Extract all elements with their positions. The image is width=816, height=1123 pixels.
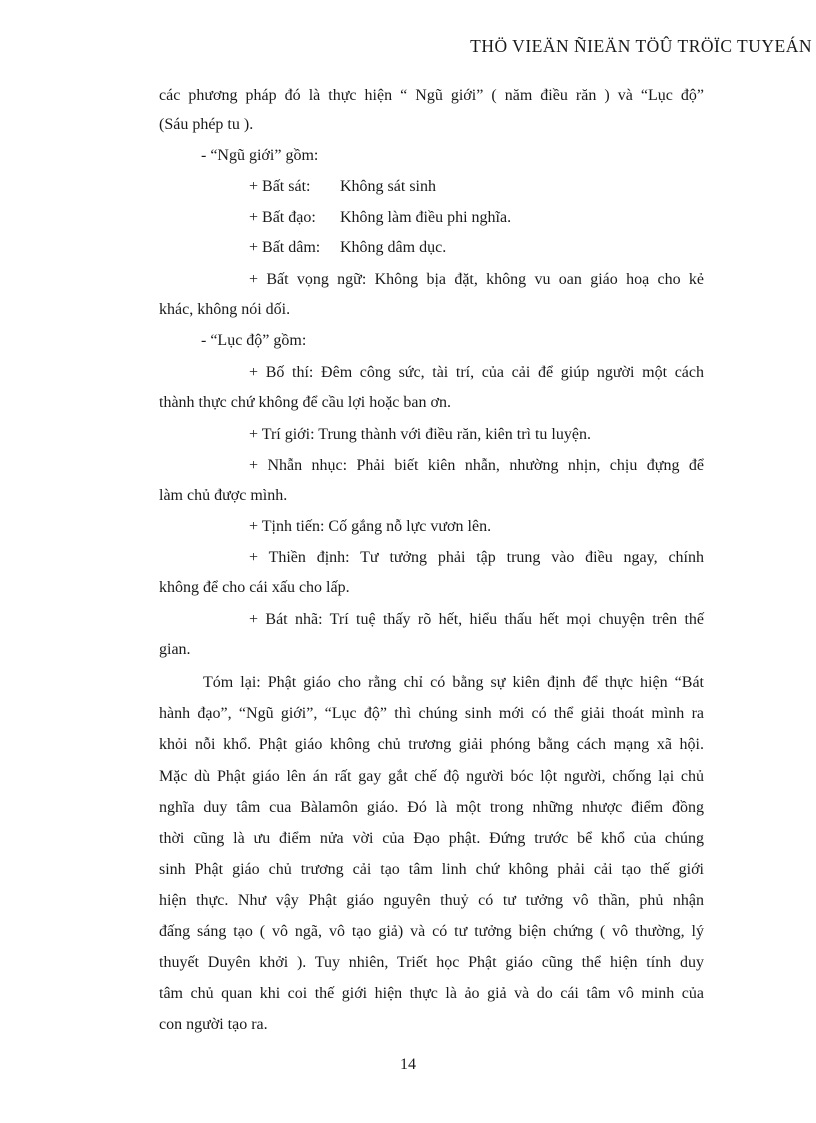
page-number: 14 xyxy=(400,1056,416,1073)
ngu-gioi-item xyxy=(249,208,511,228)
nhan-nhuc-line-2: làm chủ được mình. xyxy=(159,487,288,504)
page-header: THÖ VIEÄN ÑIEÄN TÖÛ TRÖÏC TUYEÁN xyxy=(470,36,812,56)
ngu-gioi-heading: - “Ngũ giới” gồm: xyxy=(201,147,319,164)
bat-nha-line-1: + Bát nhã: Trí tuệ thấy rõ hết, hiểu thấu hết mọi chuyện trên thế xyxy=(249,611,704,628)
luc-do-heading: - “Lục độ” gồm: xyxy=(201,332,307,349)
thien-dinh-line-1: + Thiền định: Tư tưởng phải tập trung vào điều ngay, chính xyxy=(249,549,704,566)
ngu-gioi-item-label: + Bất đạo: xyxy=(249,209,316,226)
conclusion-line: Mặc dù Phật giáo lên án rất gay gắt chế độ người bóc lột người, chống lại chủ xyxy=(159,768,704,785)
ngu-gioi-item-text: Không sát sinh xyxy=(340,178,436,195)
intro-line-1: các phương pháp đó là thực hiện “ Ngũ giới” ( năm điều răn ) và “Lục độ” xyxy=(159,87,704,104)
bat-vong-ngu-line-2: khác, không nói dối. xyxy=(159,301,291,318)
conclusion-line: hiện thực. Như vậy Phật giáo nguyên thuỷ có tư tưởng vô thần, phủ nhận xyxy=(159,892,704,909)
ngu-gioi-item-text: Không làm điều phi nghĩa. xyxy=(340,209,512,226)
conclusion-line: hành đạo”, “Ngũ giới”, “Lục độ” thì chúng sinh mới có thể giải thoát mình ra xyxy=(159,705,704,722)
intro-line-2: (Sáu phép tu ). xyxy=(159,116,254,133)
tinh-tien-line: + Tịnh tiến: Cố gắng nỗ lực vươn lên. xyxy=(249,518,492,535)
tri-gioi-line: + Trí giới: Trung thành với điều răn, kiên trì tu luyện. xyxy=(249,426,591,443)
conclusion-line: thời cũng là ưu điểm nửa vời của Đạo phật. Đứng trước bể khổ của chúng xyxy=(159,830,704,847)
conclusion-line: Tóm lại: Phật giáo cho rằng chỉ có bằng sự kiên định để thực hiện “Bát xyxy=(203,674,704,691)
thien-dinh-line-2: không để cho cái xấu cho lấp. xyxy=(159,579,350,596)
ngu-gioi-item-label: + Bất dâm: xyxy=(249,239,321,256)
conclusion-line: nghĩa duy tâm cua Bàlamôn giáo. Đó là một trong những nhược điểm đồng xyxy=(159,799,704,816)
ngu-gioi-item xyxy=(249,177,436,197)
conclusion-line: con người tạo ra. xyxy=(159,1016,268,1033)
bo-thi-line-2: thành thực chứ không để cầu lợi hoặc ban ơn. xyxy=(159,394,451,411)
conclusion-line: sinh Phật giáo chủ trương cải tạo tâm linh chứ không phải cải tạo thế giới xyxy=(159,861,704,878)
bat-vong-ngu-line-1: + Bất vọng ngữ: Không bịa đặt, không vu oan giáo hoạ cho kẻ xyxy=(249,271,704,288)
bat-nha-line-2: gian. xyxy=(159,641,191,658)
nhan-nhuc-line-1: + Nhẫn nhục: Phải biết kiên nhẫn, nhường nhịn, chịu đựng để xyxy=(249,457,704,474)
ngu-gioi-item-text: Không dâm dục. xyxy=(340,239,447,256)
ngu-gioi-item-label: + Bất sát: xyxy=(249,178,311,195)
bo-thi-line-1: + Bố thí: Đêm công sức, tài trí, của cải để giúp người một cách xyxy=(249,364,704,381)
conclusion-line: thuyết Duyên khởi ). Tuy nhiên, Triết học Phật giáo cũng thể hiện tính duy xyxy=(159,954,704,971)
conclusion-line: tâm chủ quan khi coi thế giới hiện thực là ảo giả và do cái tâm vô minh của xyxy=(159,985,704,1002)
conclusion-line: khỏi nỗi khổ. Phật giáo không chủ trương giải phóng bằng cách mạng xã hội. xyxy=(159,736,704,753)
ngu-gioi-item xyxy=(249,238,446,258)
conclusion-line: đấng sáng tạo ( vô ngã, vô tạo giả) và có tư tưởng biện chứng ( vô thường, lý xyxy=(159,923,704,940)
